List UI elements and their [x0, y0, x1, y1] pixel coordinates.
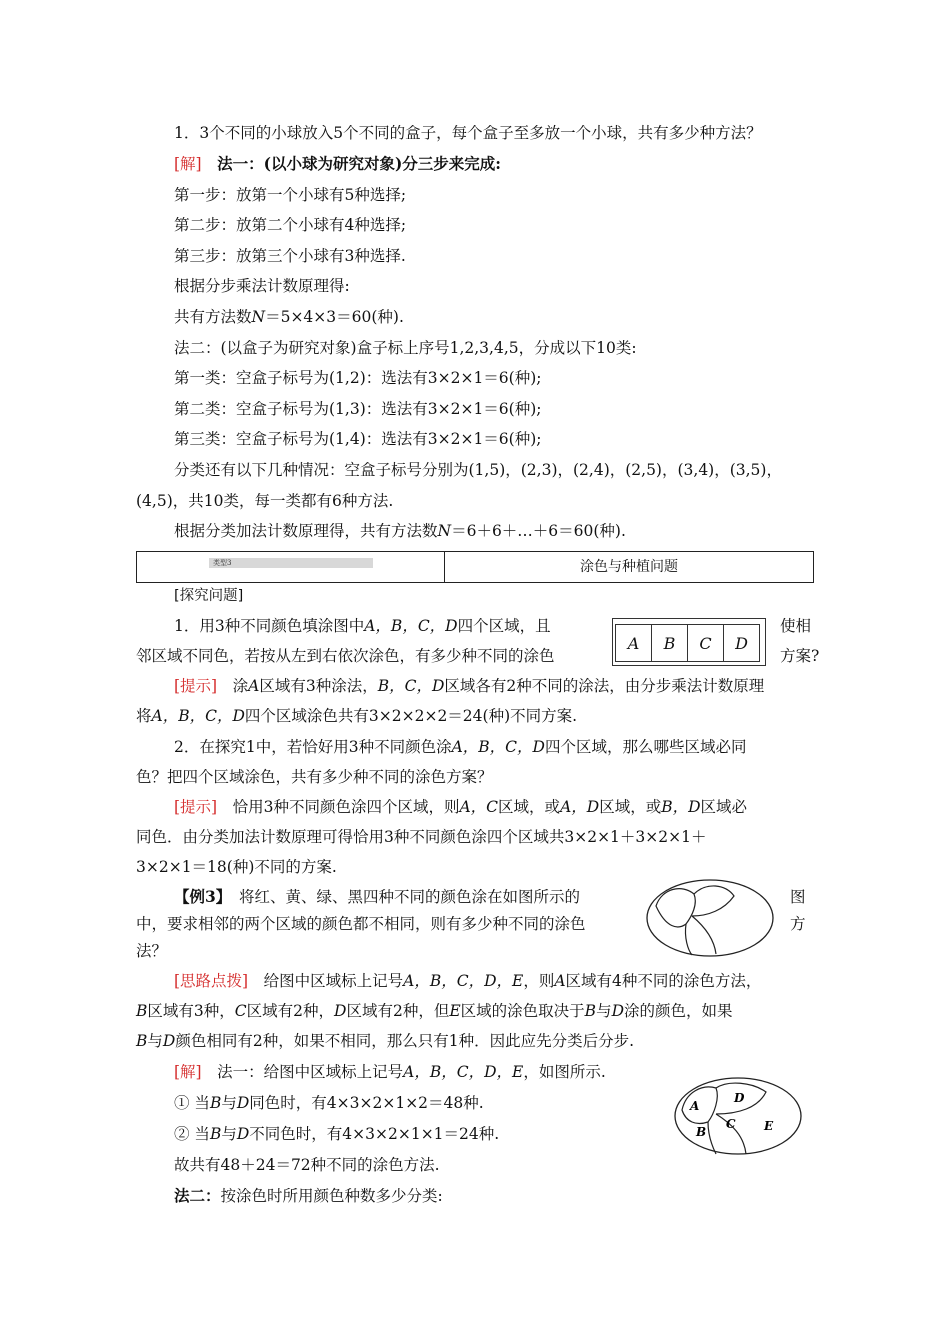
- hint-2-cont: 同色．由分类加法计数原理可得恰用3种不同颜色涂四个区域共3×2×1＋3×2×1＋: [136, 828, 707, 846]
- labeled-region-diagram: [672, 1074, 804, 1158]
- example-3-cont-2: 法？: [136, 942, 168, 960]
- solution-total: 故共有48＋24＝72种不同的涂色方法.: [174, 1156, 440, 1174]
- step-2: 第二步：放第二个小球有4种选择;: [174, 216, 407, 234]
- question-1: 1．用3种不同颜色填涂图中A，B，C，D四个区域，且: [174, 617, 551, 635]
- diagram-label-a: A: [690, 1099, 700, 1113]
- case-3: 第三类：空盒子标号为(1,4)：选法有3×2×1＝6(种);: [174, 430, 542, 448]
- hint-tag-2: [提示]: [174, 798, 218, 816]
- question-2-cont: 色？把四个区域涂色，共有多少种不同的涂色方案？: [136, 768, 493, 786]
- solution-tag-2: [解]: [174, 1063, 202, 1081]
- thinking-line-2: B区域有3种，C区域有2种，D区域有2种，但E区域的涂色取决于B与D涂的颜色，如果: [136, 1002, 733, 1020]
- hint-1: [提示] 涂A区域有3种涂法，B，C，D区域各有2种不同的涂法，由分步乘法计数原理: [174, 677, 765, 695]
- hint-1-cont: 将A，B，C，D四个区域涂色共有3×2×2×2＝24(种)不同方案.: [136, 707, 578, 725]
- section-tag-cell: [137, 552, 445, 582]
- question-2: 2．在探究1中，若恰好用3种不同颜色涂A，B，C，D四个区域，那么哪些区域必同: [174, 738, 747, 756]
- region-boxes: [616, 624, 760, 662]
- result-line: 共有方法数N＝5×4×3＝60(种).: [174, 308, 404, 326]
- region-box-c: C: [687, 624, 724, 662]
- case-2: 第二类：空盒子标号为(1,3)：选法有3×2×1＝6(种);: [174, 400, 542, 418]
- explore-heading: [探究问题]: [174, 588, 244, 604]
- question-1-cont: 邻区域不同色，若按从左到右依次涂色，有多少种不同的涂色: [136, 647, 555, 665]
- hint-2-cont-2: 3×2×1＝18(种)不同的方案.: [136, 858, 337, 876]
- case-1: 第一类：空盒子标号为(1,2)：选法有3×2×1＝6(种);: [174, 369, 542, 387]
- region-box-b: B: [651, 624, 688, 662]
- diagram-label-d: D: [734, 1091, 745, 1105]
- problem-1-text: 1．3个不同的小球放入5个不同的盒子，每个盒子至多放一个小球，共有多少种方法？: [174, 124, 762, 142]
- solution-tag: [解]: [174, 155, 202, 173]
- hint-2: [提示] 恰用3种不同颜色涂四个区域，则A，C区域，或A，D区域，或B，D区域必: [174, 798, 748, 816]
- other-cases-cont: (4,5)，共10类，每一类都有6种方法.: [136, 492, 394, 510]
- thinking-line: [思路点拨] 给图中区域标上记号A，B，C，D，E，则A区域有4种不同的涂色方法，: [174, 972, 762, 990]
- diagram-label-c: C: [726, 1117, 736, 1131]
- principle-line: 根据分步乘法计数原理得:: [174, 277, 350, 295]
- diagram-label-e: E: [764, 1119, 774, 1133]
- region-diagram: [644, 876, 776, 960]
- question-1-right: 使相: [780, 617, 812, 635]
- hint-tag: [提示]: [174, 677, 218, 695]
- step-1: 第一步：放第一个小球有5种选择;: [174, 186, 407, 204]
- solution-line: [解] 法一：(以小球为研究对象)分三步来完成:: [174, 154, 501, 173]
- diagram-label-b: B: [696, 1125, 707, 1139]
- step-3: 第三步：放第三个小球有3种选择.: [174, 247, 406, 265]
- solution-2-line: [解] 法一：给图中区域标上记号A，B，C，D，E，如图所示.: [174, 1063, 606, 1081]
- thinking-line-3: B与D颜色相同有2种，如果不相同，那么只有1种．因此应先分类后分步.: [136, 1032, 634, 1050]
- example-tag: 【例3】: [174, 887, 224, 906]
- section-title: 涂色与种植问题: [580, 559, 678, 575]
- method-2-heading: 法二：按涂色时所用颜色种数多少分类:: [174, 1186, 443, 1205]
- solution-case-2: ② 当B与D不同色时，有4×3×2×1×1＝24种.: [174, 1125, 500, 1143]
- other-cases: 分类还有以下几种情况：空盒子标号分别为(1,5)，(2,3)，(2,4)，(2,5)，(3,4)，(3,5)，: [174, 461, 782, 479]
- thinking-tag: [思路点拨]: [174, 972, 249, 990]
- conclusion-line: 根据分类加法计数原理得，共有方法数N＝6＋6＋…＋6＝60(种).: [174, 522, 626, 540]
- solution-case-1: ① 当B与D同色时，有4×3×2×1×2＝48种.: [174, 1094, 484, 1112]
- section-header: [136, 551, 814, 583]
- section-tag: 类型3: [209, 558, 373, 568]
- method-2-line: 法二：(以盒子为研究对象)盒子标上序号1,2,3,4,5，分成以下10类:: [174, 339, 637, 357]
- region-box-d: D: [723, 624, 760, 662]
- region-box-a: A: [615, 624, 652, 662]
- example-3-right-2: 方: [790, 915, 806, 933]
- example-3-cont: 中，要求相邻的两个区域的颜色都不相同，则有多少种不同的涂色: [136, 915, 586, 933]
- example-3-right: 图: [790, 888, 806, 906]
- question-1-right-2: 方案?: [780, 647, 820, 665]
- example-3: 【例3】 将红、黄、绿、黑四种不同的颜色涂在如图所示的: [174, 887, 581, 906]
